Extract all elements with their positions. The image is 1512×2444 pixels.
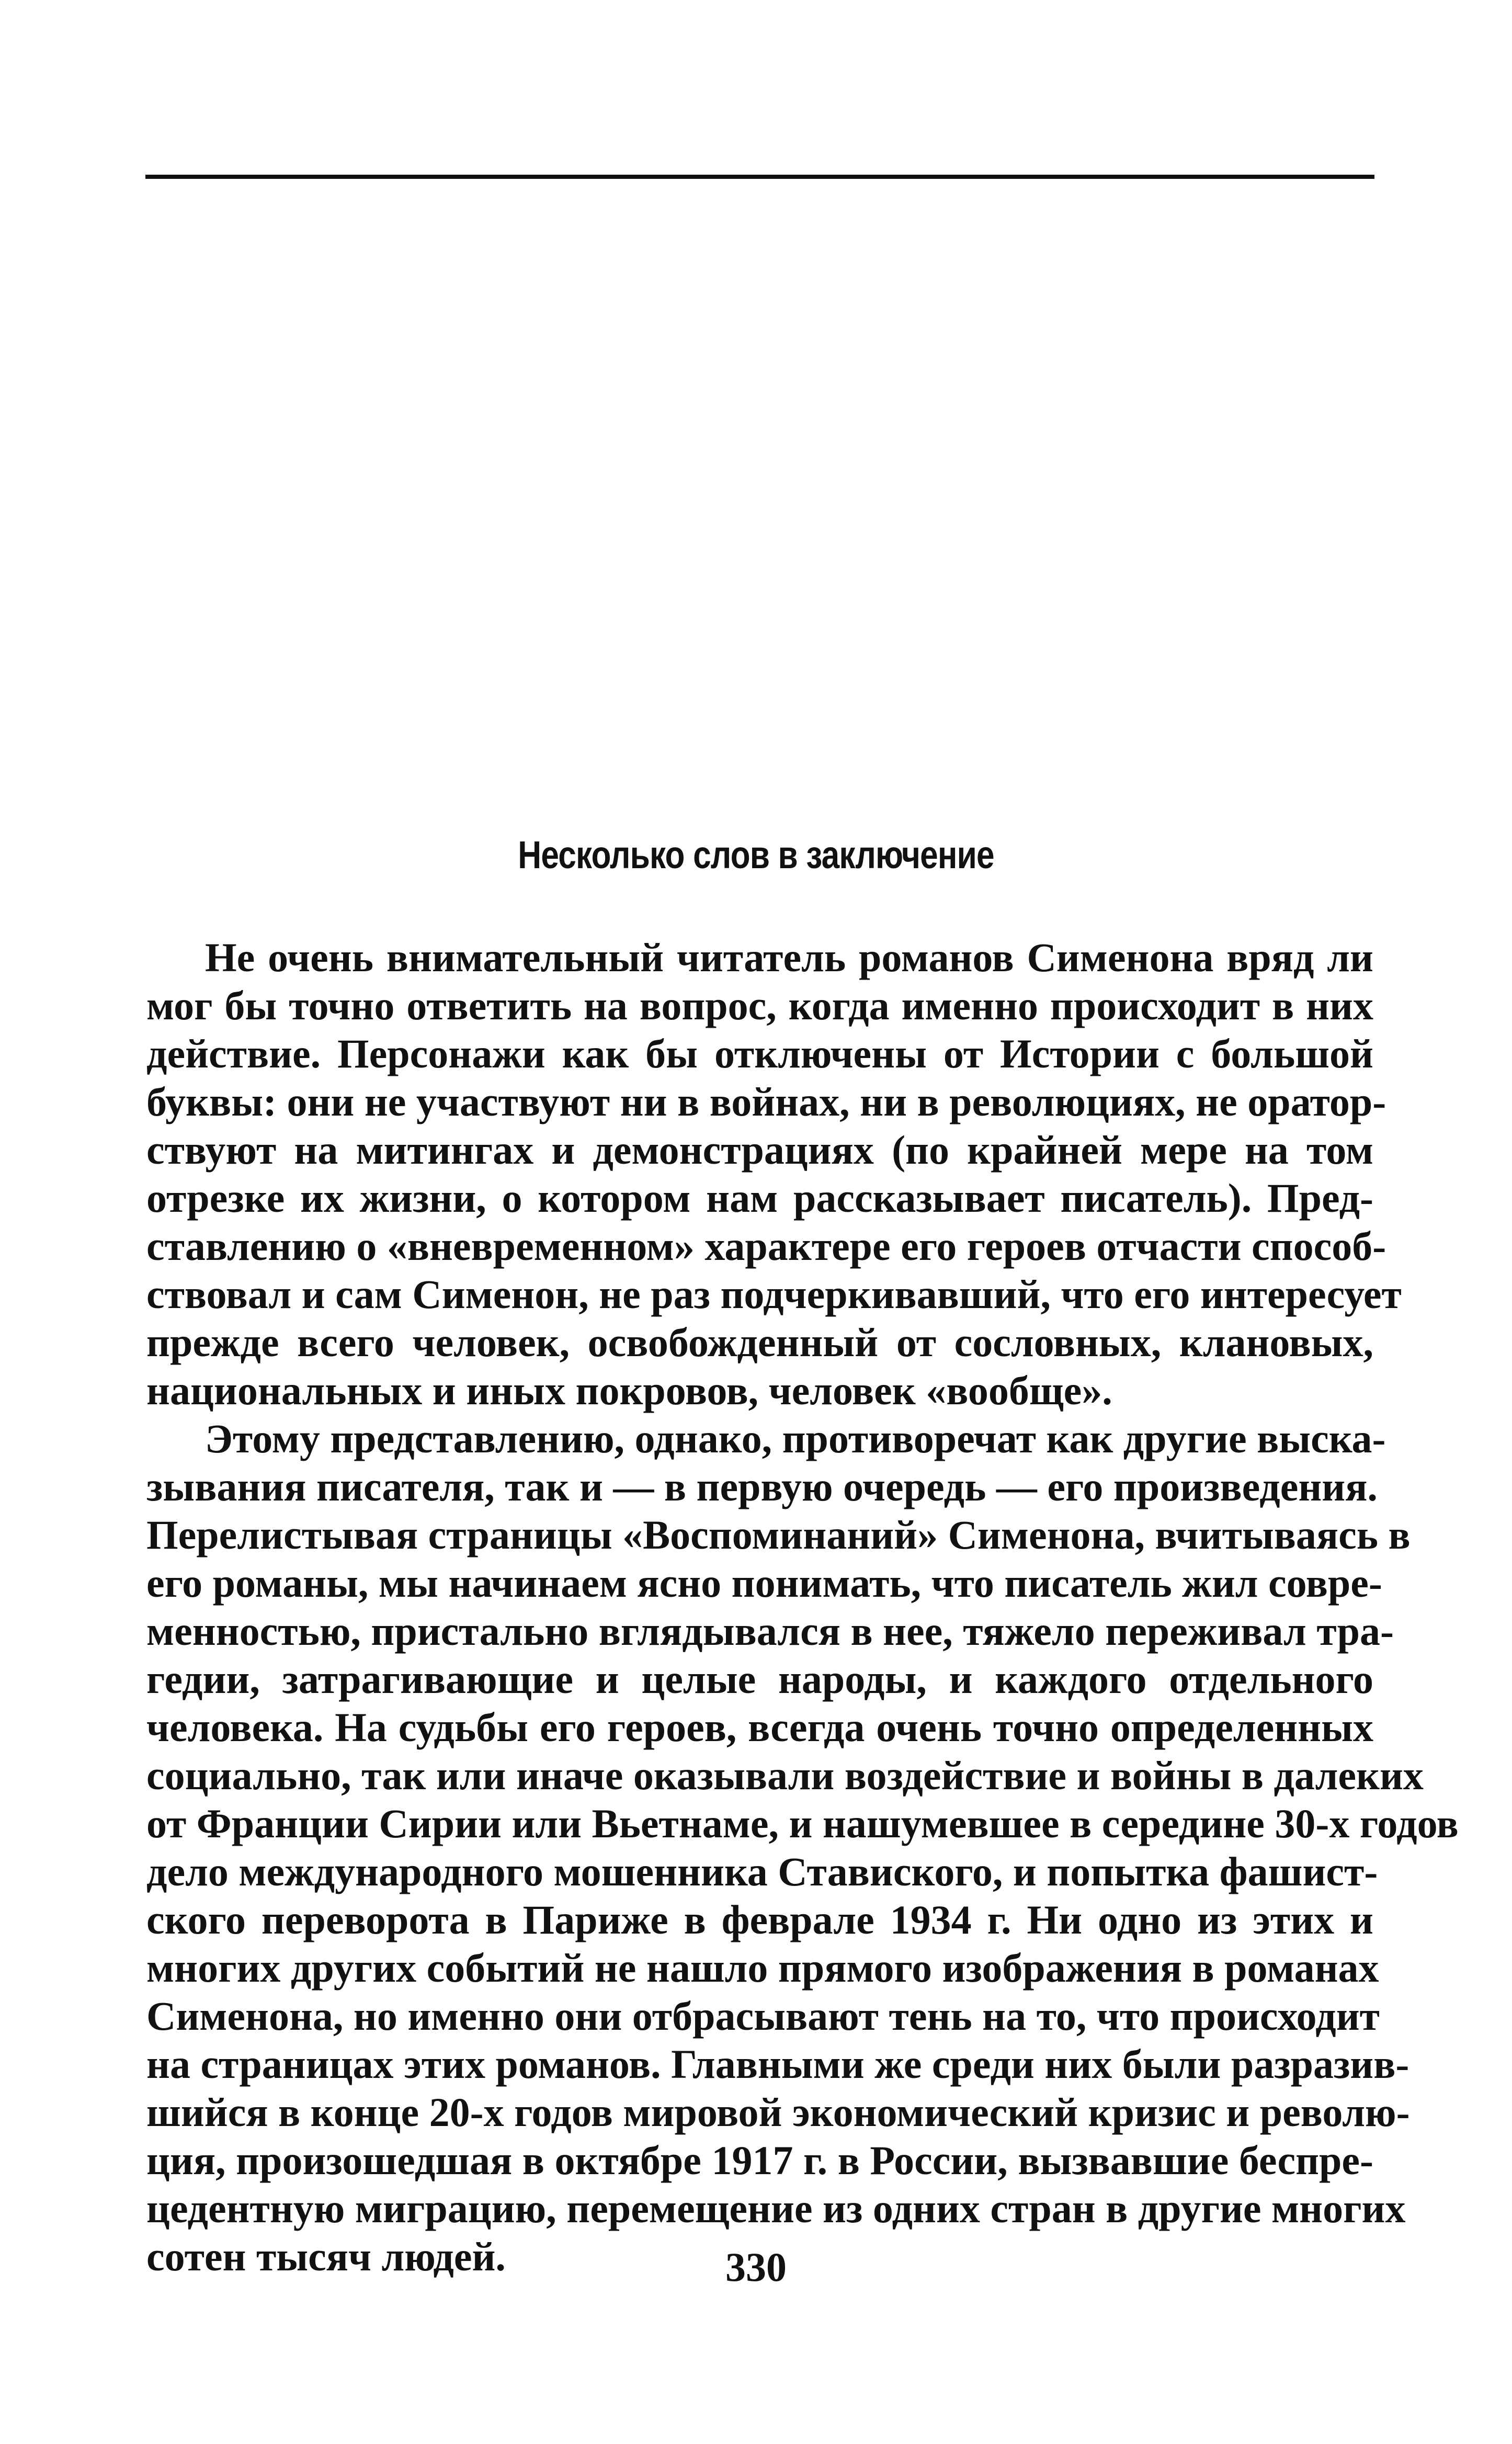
text-line: прежде всего человек, освобожденный от сословных, клановых, — [146, 1320, 1373, 1365]
text-line: отрезке их жизни, о котором нам рассказывает писатель). Пред- — [146, 1175, 1373, 1221]
text-line: Не очень внимательный читатель романов Сименона вряд ли — [205, 935, 1373, 980]
text-line: его романы, мы начинаем ясно понимать, что писатель жил совре- — [146, 1560, 1382, 1606]
text-line: гедии, затрагивающие и целые народы, и каждого отдельного — [146, 1656, 1373, 1702]
paragraph — [146, 934, 1402, 1415]
text-line: шийся в конце 20-х годов мировой экономический кризис и револю- — [146, 2089, 1410, 2135]
paragraph — [146, 1415, 1459, 2281]
text-line: Сименона, но именно они отбрасывают тень на то, что происходит — [146, 1993, 1380, 2039]
text-line: сотен тысяч людей. — [146, 2234, 506, 2279]
text-line: национальных и иных покровов, человек «вообще». — [146, 1368, 1112, 1413]
text-line: зывания писателя, так и — в первую очередь — его произведения. — [146, 1464, 1378, 1509]
text-line: действие. Персонажи как бы отключены от Истории с большой — [146, 1031, 1373, 1076]
text-line: на страницах этих романов. Главными же среди них были разразив- — [146, 2041, 1409, 2087]
text-line: многих других событий не нашло прямого изображения в романах — [146, 1945, 1379, 1991]
text-line: ция, произошедшая в октябре 1917 г. в России, вызвавшие беспре- — [146, 2138, 1373, 2183]
text-line: буквы: они не участвуют ни в войнах, ни в революциях, не оратор- — [146, 1079, 1386, 1124]
chapter-heading: Несколько слов в заключение — [518, 833, 994, 877]
text-line: ствуют на митингах и демонстрациях (по крайней мере на том — [146, 1127, 1373, 1173]
text-line: ствовал и сам Сименон, не раз подчеркивавший, что его интересует — [146, 1271, 1402, 1317]
text-line: человека. На судьбы его героев, всегда очень точно определенных — [146, 1704, 1373, 1750]
text-line: ставлению о «вневременном» характере его героев отчасти способ- — [146, 1223, 1386, 1269]
text-line: Этому представлению, однако, противоречат как другие выска- — [205, 1416, 1386, 1461]
text-line: ского переворота в Париже в феврале 1934 г. Ни одно из этих и — [146, 1897, 1373, 1942]
text-line: от Франции Сирии или Вьетнаме, и нашумевшее в середине 30-х годов — [146, 1801, 1459, 1846]
text-line: Перелистывая страницы «Воспоминаний» Сименона, вчитываясь в — [146, 1512, 1411, 1558]
text-line: менностью, пристально вглядывался в нее, тяжело переживал тра- — [146, 1608, 1394, 1654]
text-line: мог бы точно ответить на вопрос, когда именно происходит в них — [146, 983, 1373, 1028]
header-rule — [145, 175, 1374, 179]
text-line: цедентную миграцию, перемещение из одних стран в другие многих — [146, 2186, 1406, 2231]
text-line: социально, так или иначе оказывали воздействие и войны в далеких — [146, 1753, 1424, 1798]
page-number: 330 — [725, 2244, 787, 2290]
body-text — [146, 934, 1459, 2281]
text-line: дело международного мошенника Ставиского, и попытка фашист- — [146, 1849, 1378, 1894]
